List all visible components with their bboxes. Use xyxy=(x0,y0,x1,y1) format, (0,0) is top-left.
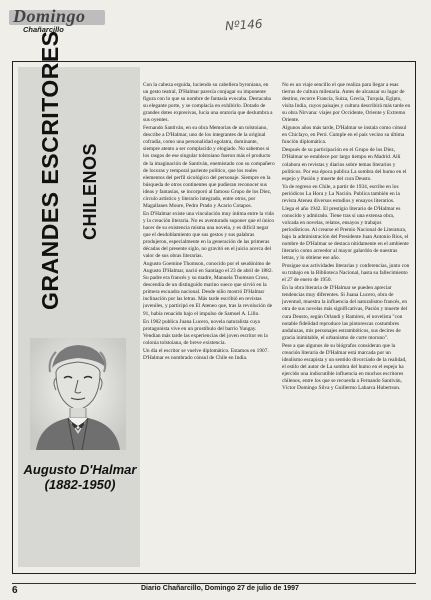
man-portrait-drawing xyxy=(30,338,126,450)
handwritten-issue-note: Nº146 xyxy=(224,16,263,34)
article-paragraph: Algunos años más tarde, D'Halmar se instala como cónsul en Chiclayo, en Perú. Cumple en el país vecino su última función diplomática. xyxy=(282,125,407,146)
masthead-title: Domingo xyxy=(13,6,86,26)
article-column-1 xyxy=(143,82,275,568)
article-paragraph: Fernando Santiván, en su obra Memorias de un tolstoiano, describe a D'Halmar, uno de los integrantes de la original cofradía, como una personalidad egolatra, dominante, siempre atento a ser complacido y elogiado. No sabemos si los rasgos de ese singular tolstoiano fueron más el producto de la imaginación de Santiván, enemistado con su compañero de locuras y temporal pariente político, que los reales elementos del perfil sicológico del personaje. Siempre en la búsqueda de otros continentes que pudieran reconocer sus ideas y fantasías, se incorporó al famoso Grupo de los Diez, círculo artístico y literario integrado, entre otros, por Magallanes Moure, Pedro Prado y Acario Cotapos. xyxy=(143,125,275,209)
article-paragraph: Con la cabeza erguida, luciendo su cabellera byroniana, en un gesto teatral, D'Halmar parecía conjugar su imponente figura con lo que su nombre de fantasía evocaba. Destacaba su elegante porte, y se complacía en exhibirlo. Dotado de grandes dotes expresivas, lucía una oratoria que deslumbra a sus oyentes. xyxy=(143,82,273,124)
article-paragraph: Pese a que algunos de su biógrafos consideran que la creación literaria de D'Halmar está marcada por un idealismo escapista y un sentido divorciado de la realidad, el estilo del autor de La sombra del humo en el espejo ha ejercido una indiscutible influencia en muchos escritores chilenos, entre los que se recuerda a Fernando Santiván, Víctor Domingo Silva y Guillermo Labarca Hubertson. xyxy=(282,342,407,391)
article-paragraph: En D'Halmar existe una vinculación muy íntima entre la vida y la creación literaria. No es aventurado suponer que el único hacer de su existencia misma una novela, y es difícil negar que el desdoblamiento que sus gestos y sus palabras produjeron, especialmente en la generación de las primeras décadas del presente siglo, no gravitó en el juicio acerca del valor de sus obras literarias. xyxy=(143,210,275,260)
page-number: 6 xyxy=(12,585,18,596)
masthead-logo xyxy=(9,4,119,34)
article-paragraph: Augusto Goemine Thomson, conocido por el seudónimo de Augusto D'Halmar, nació en Santiago el 23 de abril de 1882. Su padre era francés y su madre, Manuela Thomson Cross, descendía de un distinguido marino sueco que sirvió en la primera escuadra nacional. Desde niño mostró D'Halmar inclinación por las letras. Más tarde escribió en revistas juveniles, y participó en El Ateneo que, tras la revolución de 91, había renacido bajo el impulso de Samuel A. Lillo. xyxy=(143,261,273,317)
article-paragraph: En la obra literaria de D'Halmar se pueden apreciar tendencias muy diferentes. Si Juana Lucero, obra de juventud, muestra la influencia del naturalismo francés, en otra de sus novelas más significativas, Pasión y muerte del cura Deusto, según Orlandi y Ramírez, el novelista "con notable fidelidad reproduce las pintorescas costumbres andaluzas, mis personajes estrambóticos, sus decires de gracia inimitable, el urbanismo de corte moruno". xyxy=(282,285,408,341)
article-paragraph: Ya de regreso en Chile, a partir de 1934, escribe en los periódicos La Hora y La Nación. Publica también en la revista Atenea diversos estudios y ensayos literarios. xyxy=(282,183,400,204)
masthead-subtitle: Chañarcillo xyxy=(23,25,64,34)
section-subtitle-text: CHILENOS xyxy=(80,142,100,240)
article-paragraph: Un día el escritor se vuelve diplomático. Estamos en 1907. D'Halmar es nombrado cónsul de Chile en India. xyxy=(143,347,269,361)
portrait-caption xyxy=(22,462,138,493)
section-title xyxy=(37,30,63,310)
section-title-text: GRANDES ESCRITORES xyxy=(37,30,63,310)
article-column-2 xyxy=(282,82,411,568)
article-paragraph: Prosigue sus actividades literarias y conferencias, junto con su trabajo en la Biblioteca Nacional, hasta su fallecimiento el 27 de enero de 1950. xyxy=(282,263,410,284)
article-paragraph: Después de su participación en el Grupo de los Diez, D'Halmar se establece por largo tiempo en Madrid. Allí colabora en revistas y diarios sobre temas literarios y políticos. Por esa época publica La sombra del humo en el espejo y Pasión y muerte del cura Deusto. xyxy=(282,147,407,182)
article-paragraph: No es un viaje sencillo el que realiza para llegar a esas tierras de cultura milenaria. Antes de alcanzar su lugar de destino, recorre Francia, Suiza, Grecia, Turquía, Egipto, visita India, cuyos paisajes y cultura describirá más tarde en su obra Nirvana: viajes por Occidente, Oriente y Extremo Oriente. xyxy=(282,82,411,124)
article-paragraph: En 1902 publica Juana Lucero, novela naturalista cuya protagonista vive en un prostíbulo del barrio Yungay. Vendían más tarde las experiencias del joven escritor en la colonia tolstoiana, de breve existencia. xyxy=(143,318,268,346)
footer-dateline: Diario Chañarcillo, Domingo 27 de julio de 1997 xyxy=(141,585,299,592)
article-paragraph: Llega el año 1942. El prestigio literario de D'Halmar es conocido y admirado. Tiene tras sí una extensa obra, volcada en novelas, relatos, ensayos y trabajos periodísticos. Al crearse el Premio Nacional de Literatura, bajo la administración del Presidente Juan Antonio Ríos, el nombre de D'Halmar se destaca nítidamente en el ambiente literario como acreedor al mayor galardón de nuestras letras, y lo obtiene ese año. xyxy=(282,205,409,262)
author-name: Augusto D'Halmar xyxy=(23,462,137,477)
author-years: (1882-1950) xyxy=(44,477,116,492)
section-subtitle xyxy=(80,110,100,240)
footer-divider xyxy=(12,583,416,584)
